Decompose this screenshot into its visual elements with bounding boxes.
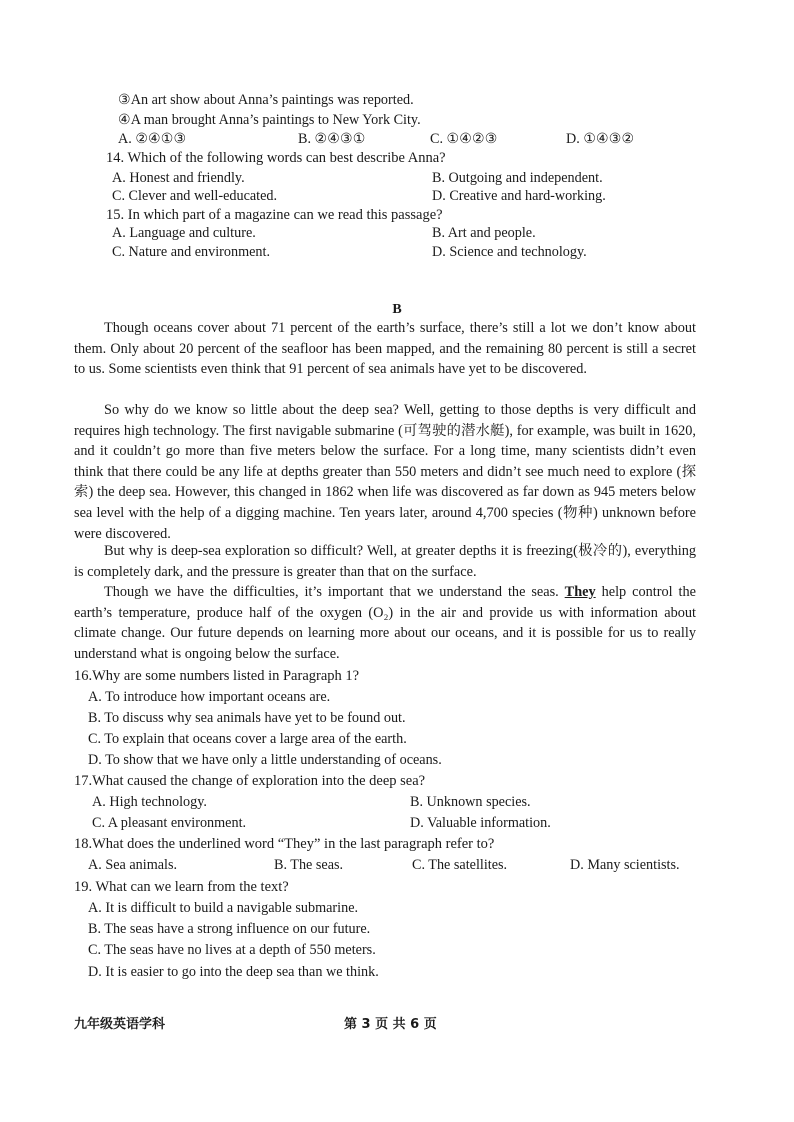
q15-stem: 15. In which part of a magazine can we read this passage? — [106, 207, 443, 223]
q14-option-c: C. Clever and well-educated. — [112, 188, 278, 204]
q18-option-b: B. The seas. — [274, 857, 344, 873]
q17-option-a: A. High technology. — [92, 794, 207, 810]
q14-option-b: B. Outgoing and independent. — [432, 170, 603, 186]
passage-p2-text: So why do we know so little about the deep sea? Well, getting to those depths is very difficult and requires high technology. The first navigable submarine (可驾驶的潜水艇), for example, was built in 1620, and it couldn’t go more than five meters below the surface. For a long time, many scientists didn’t even think that there could be any life at depths greater than 550 meters and didn’t see much need to explore (探索) the deep sea. However, this changed in 1862 when life was discovered as far down as 945 meters below sea level with the help of a digging machine. Ten years later, around 4,700 species (物种) unknown before were discovered. — [74, 402, 696, 542]
q13-option-d: D. ①④③② — [566, 131, 635, 147]
passage-paragraph-1 — [74, 318, 696, 380]
q19-option-a: A. It is difficult to build a navigable submarine. — [88, 900, 359, 916]
passage-p3-text: But why is deep-sea exploration so difficult? Well, at greater depths it is freezing(极冷的), everything is completely dark, and the pressure is greater than that on the surface. — [74, 543, 696, 580]
q18-stem: 18.What does the underlined word “They” in the last paragraph refer to? — [74, 836, 495, 852]
q13-item-4: ④A man brought Anna’s paintings to New York City. — [118, 112, 421, 128]
q17-stem: 17.What caused the change of exploration into the deep sea? — [74, 773, 426, 789]
q13-option-b: B. ②④③① — [298, 131, 366, 147]
footer-page-number: 第 3 页 共 6 页 — [344, 1017, 437, 1032]
passage-p4-before: Though we have the difficulties, it’s important that we understand the seas. — [104, 584, 565, 600]
q19-option-c: C. The seas have no lives at a depth of 550 meters. — [88, 942, 376, 958]
q15-option-d: D. Science and technology. — [432, 244, 587, 260]
passage-p1-text: Though oceans cover about 71 percent of the earth’s surface, there’s still a lot we don’t know about them. Only about 20 percent of the seafloor has been mapped, and the remaining 80 percent is still a secret to us. Some scientists even think that 91 percent of sea animals have yet to be discovered. — [74, 320, 696, 378]
q16-stem: 16.Why are some numbers listed in Paragraph 1? — [74, 668, 360, 684]
q14-stem: 14. Which of the following words can best describe Anna? — [106, 150, 446, 166]
section-b-heading: B — [392, 302, 402, 317]
q15-option-a: A. Language and culture. — [112, 225, 256, 241]
passage-paragraph-4 — [74, 582, 696, 664]
q17-option-d: D. Valuable information. — [410, 815, 551, 831]
underlined-word-they: They — [564, 584, 596, 600]
passage-p4-after: help control the earth’s temperature, produce half of the oxygen (O₂) in the air and provide us with information about climate change. Our future depends on learning more about our oceans, and it is possible for us to really understand what is ongoing below the surface. — [74, 584, 696, 662]
q16-option-c: C. To explain that oceans cover a large area of the earth. — [88, 731, 407, 747]
q19-option-d: D. It is easier to go into the deep sea than we think. — [88, 964, 379, 980]
q18-option-a: A. Sea animals. — [88, 857, 178, 873]
q16-option-b: B. To discuss why sea animals have yet to be found out. — [88, 710, 406, 726]
q13-option-a: A. ②④①③ — [118, 131, 187, 147]
q18-option-c: C. The satellites. — [412, 857, 508, 873]
q15-option-b: B. Art and people. — [432, 225, 536, 241]
footer-subject: 九年级英语学科 — [74, 1017, 166, 1032]
q13-option-c: C. ①④②③ — [430, 131, 498, 147]
q17-option-c: C. A pleasant environment. — [92, 815, 247, 831]
passage-paragraph-2 — [74, 400, 696, 544]
q15-option-c: C. Nature and environment. — [112, 244, 270, 260]
q16-option-d: D. To show that we have only a little understanding of oceans. — [88, 752, 442, 768]
q18-option-d: D. Many scientists. — [570, 857, 680, 873]
passage-paragraph-3 — [74, 541, 696, 582]
q17-option-b: B. Unknown species. — [410, 794, 531, 810]
q16-option-a: A. To introduce how important oceans are. — [88, 689, 331, 705]
q14-option-d: D. Creative and hard-working. — [432, 188, 606, 204]
q13-item-3: ③An art show about Anna’s paintings was reported. — [118, 92, 414, 108]
q19-option-b: B. The seas have a strong influence on our future. — [88, 921, 371, 937]
q14-option-a: A. Honest and friendly. — [112, 170, 245, 186]
q19-stem: 19. What can we learn from the text? — [74, 879, 289, 895]
